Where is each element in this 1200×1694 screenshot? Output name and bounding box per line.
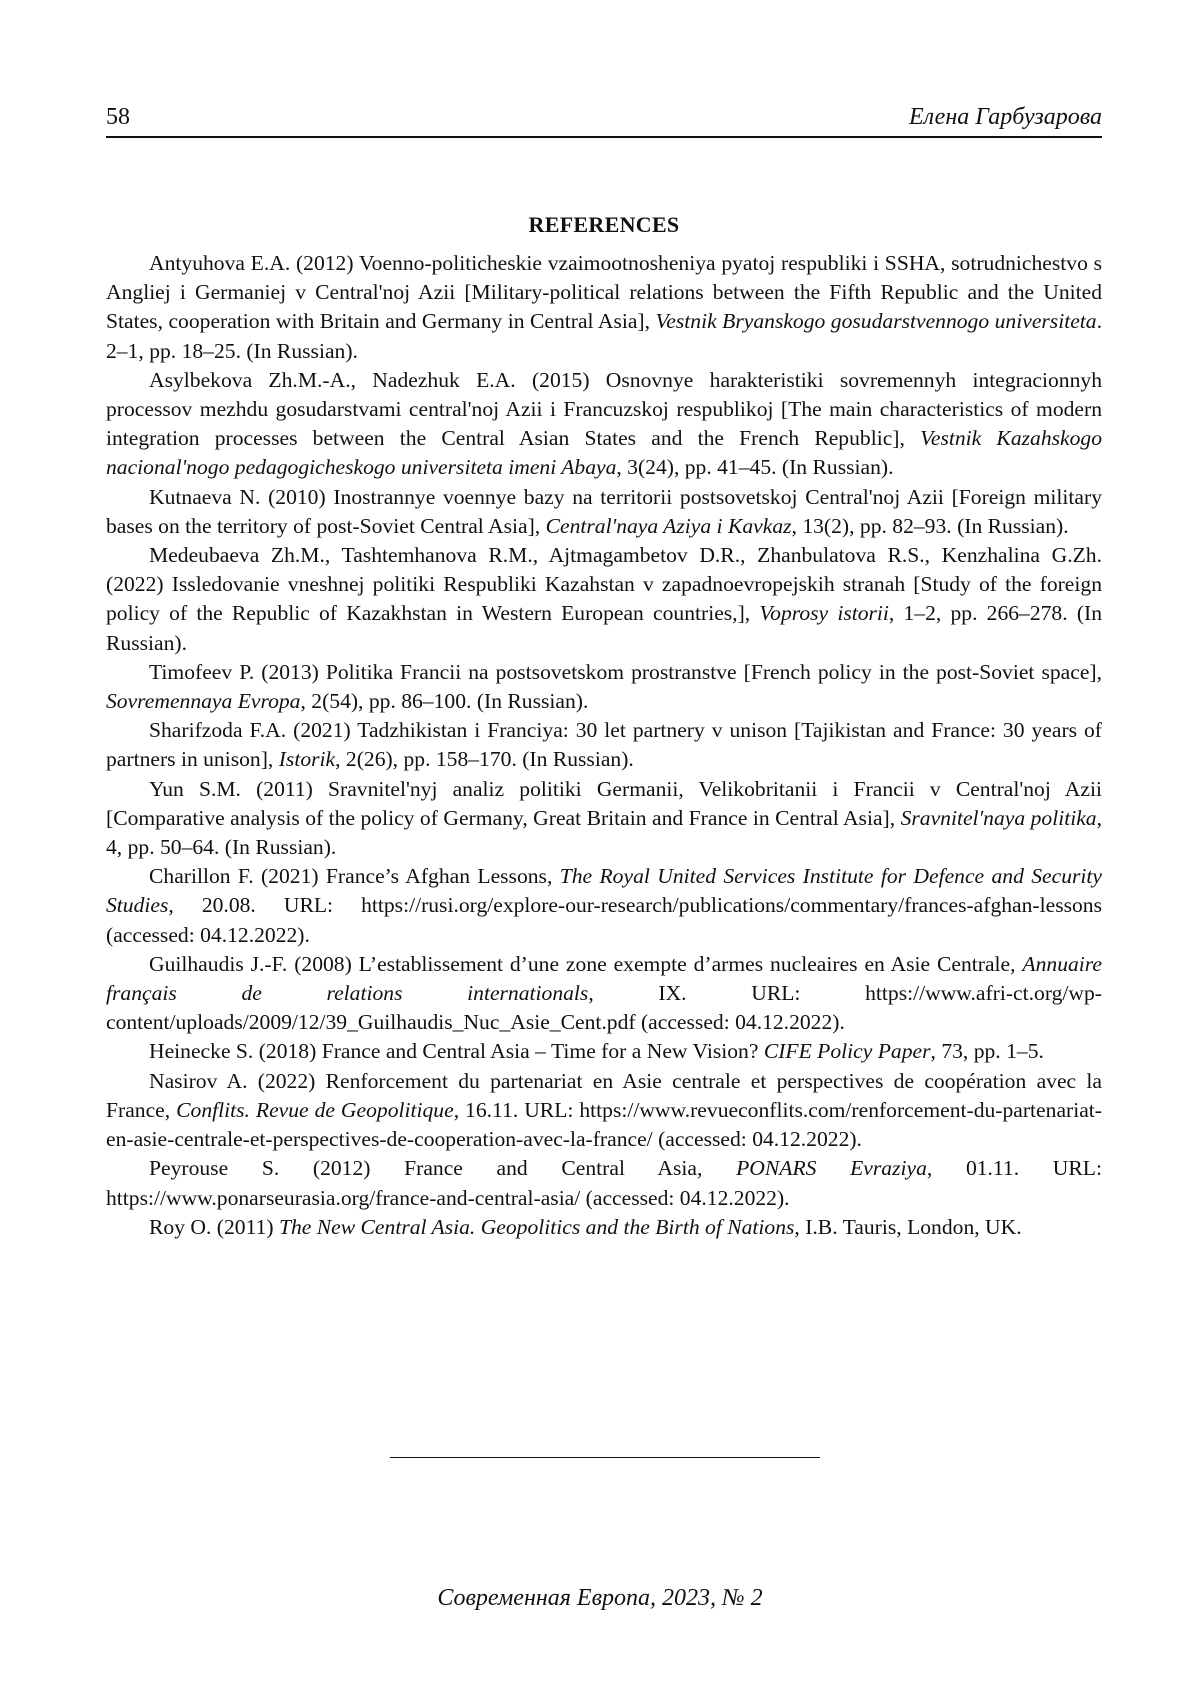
reference-item: Medeubaeva Zh.M., Tashtemhanova R.M., Ajtmagambetov D.R., Zhanbulatova R.S., Kenzhalina G.Zh. (2022) Issledovanie vneshnej politiki Respubliki Kazahstan v zapadnoevropejskih stranah [Study of the foreign policy of the Republic of Kazakhstan in Western European countries,], Voprosy istorii, 1–2, pp. 266–278. (In Russian).	[106, 543, 1102, 655]
reference-item: Timofeev P. (2013) Politika Francii na postsovetskom prostranstve [French policy in the post-Soviet space], Sovremennaya Evropa, 2(54), pp. 86–100. (In Russian).	[106, 659, 1102, 714]
reference-item: Nasirov A. (2022) Renforcement du partenariat en Asie centrale et perspectives de coopération avec la France, Conflits. Revue de Geopolitique, 16.11. URL: https://www.revueconflits.com/renforcement-du-partenariat-en-asie-centrale-et-perspectives-de-cooperation-avec-la-france/ (accessed: 04.12.2022).	[106, 1068, 1102, 1152]
page-number: 58	[106, 104, 130, 130]
closing-rule	[390, 1457, 820, 1458]
reference-item: Kutnaeva N. (2010) Inostrannye voennye bazy na territorii postsovetskoj Central'noj Azii [Foreign military bases on the territory of post-Soviet Central Asia], Central'naya Aziya i Kavkaz, 13(2), pp. 82–93. (In Russian).	[106, 484, 1102, 538]
reference-item: Heinecke S. (2018) France and Central Asia – Time for a New Vision? CIFE Policy Paper, 73, pp. 1–5.	[149, 1039, 1044, 1064]
reference-item: Guilhaudis J.-F. (2008) L’establissement d’une zone exempte d’armes nucleaires en Asie Centrale, Annuaire français de relations internationals, IX. URL: https://www.afri-ct.org/wp-content/uploads/2009/12/39_Guilhaudis_Nuc_Asie_Cent.pdf (accessed: 04.12.2022).	[106, 951, 1102, 1035]
reference-item: Charillon F. (2021) France’s Afghan Lessons, The Royal United Services Institute for Defence and Security Studies, 20.08. URL: https://rusi.org/explore-our-research/publications/commentary/frances-afghan-lessons (accessed: 04.12.2022).	[106, 864, 1102, 947]
reference-item: Antyuhova E.A. (2012) Voenno-politicheskie vzaimootnosheniya pyatoj respubliki i SSHA, sotrudnichestvo s Angliej i Germaniej v Central'noj Azii [Military-political relations between the Fifth Republic and the United States, cooperation with Britain and Germany in Central Asia], Vestnik Bryanskogo gosudarstvennogo universiteta. 2–1, pp. 18–25. (In Russian).	[106, 251, 1102, 363]
reference-item: Sharifzoda F.A. (2021) Tadzhikistan i Franciya: 30 let partnery v unison [Tajikistan and France: 30 years of partners in unison], Istorik, 2(26), pp. 158–170. (In Russian).	[106, 718, 1102, 772]
reference-item: Roy O. (2011) The New Central Asia. Geopolitics and the Birth of Nations, I.B. Tauris, London, UK.	[149, 1214, 1022, 1239]
section-title: REFERENCES	[528, 212, 680, 237]
page-header	[106, 102, 1102, 138]
journal-footer: Современная Европа, 2023, № 2	[437, 1585, 763, 1611]
reference-item: Yun S.M. (2011) Sravnitel'nyj analiz politiki Germanii, Velikobritanii i Francii v Central'noj Azii [Comparative analysis of the policy of Germany, Great Britain and France in Central Asia], Sravnitel'naya politika, 4, pp. 50–64. (In Russian).	[106, 776, 1102, 860]
reference-item: Asylbekova Zh.M.-A., Nadezhuk E.A. (2015) Osnovnye harakteristiki sovremennyh integracionnyh processov mezhdu gosudarstvami central'noj Azii i Francuzskoj respublikoj [The main characteristics of modern integration processes between the Central Asian States and the French Republic], Vestnik Kazahskogo nacional'nogo pedagogicheskogo universiteta imeni Abaya, 3(24), pp. 41–45. (In Russian).	[106, 367, 1102, 480]
reference-item: Peyrouse S. (2012) France and Central Asia, PONARS Evraziya, 01.11. URL: https://www.ponarseurasia.org/france-and-central-asia/ (accessed: 04.12.2022).	[106, 1156, 1102, 1210]
reference-list	[106, 249, 1102, 1242]
running-author: Елена Гарбузарова	[908, 104, 1102, 130]
